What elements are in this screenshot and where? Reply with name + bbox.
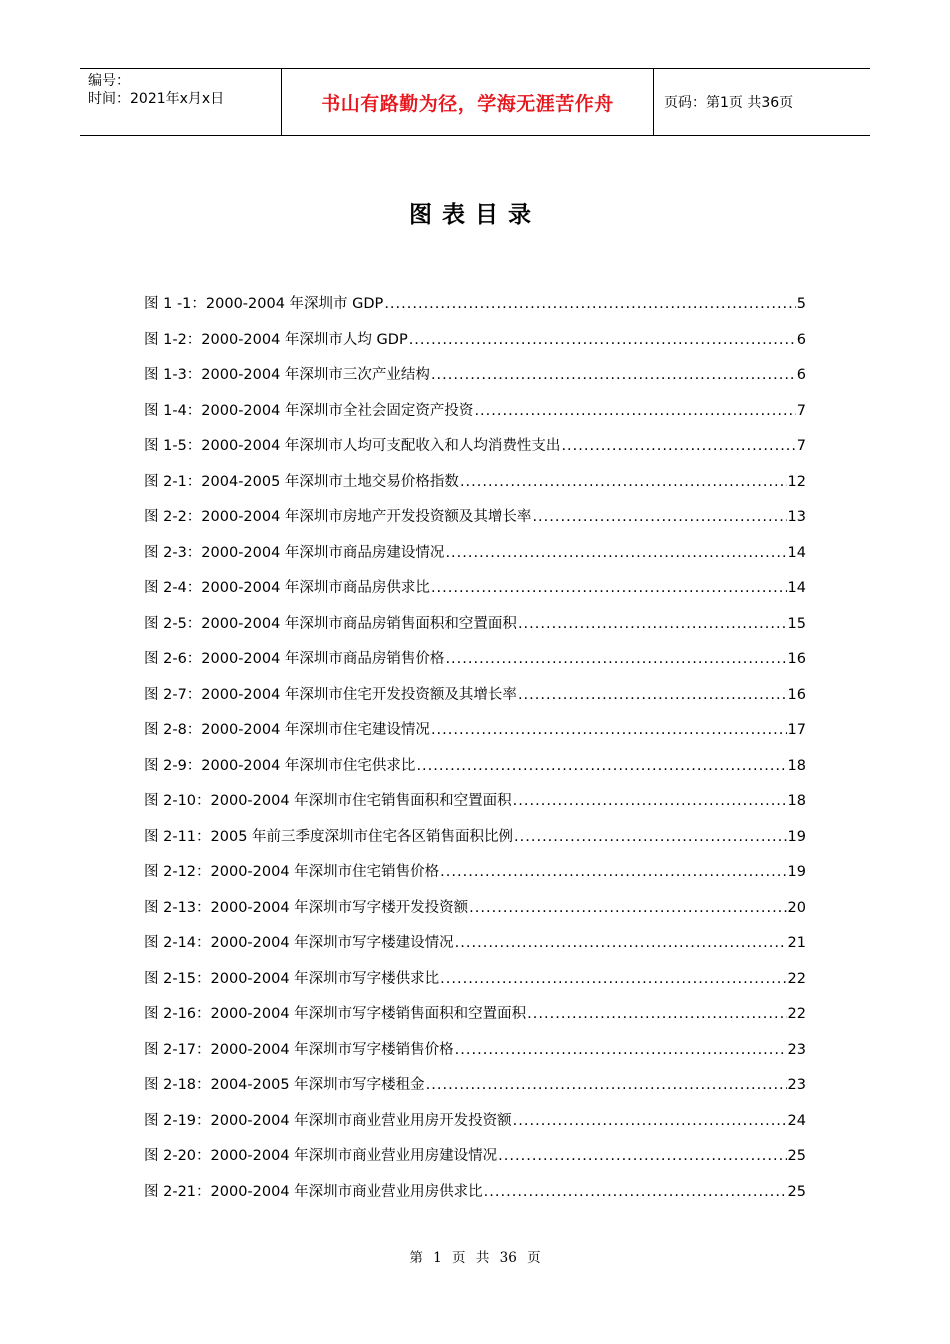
- toc-leader-dots: [498, 1143, 786, 1169]
- toc-leader-dots: [460, 469, 787, 495]
- toc-entry-page-number: 14: [787, 544, 806, 561]
- toc-leader-dots: [518, 611, 787, 637]
- toc-entry-label: 图 1-5：2000-2004 年深圳市人均可支配收入和人均消费性支出: [144, 438, 561, 454]
- toc-leader-dots: [513, 1108, 787, 1134]
- toc-entry[interactable]: [144, 327, 806, 363]
- toc-leader-dots: [445, 646, 786, 672]
- toc-leader-dots: [561, 433, 795, 459]
- toc-entry-label: 图 2-14：2000-2004 年深圳市写字楼建设情况: [144, 935, 454, 951]
- header-page-info: 页码：第1页 共36页: [664, 95, 794, 111]
- toc-entry-label: 图 2-8：2000-2004 年深圳市住宅建设情况: [144, 722, 430, 738]
- toc-entry-label: 图 2-19：2000-2004 年深圳市商业营业用房开发投资额: [144, 1112, 512, 1129]
- toc-leader-dots: [469, 895, 786, 921]
- toc-entry[interactable]: [144, 682, 806, 718]
- toc-entry[interactable]: [144, 859, 806, 895]
- toc-leader-dots: [474, 398, 795, 424]
- toc-entry-page-number: 15: [787, 615, 806, 632]
- toc-entry-page-number: 22: [787, 970, 806, 987]
- toc-entry-page-number: 12: [787, 473, 806, 490]
- toc-entry[interactable]: [144, 611, 806, 647]
- toc-leader-dots: [518, 682, 787, 708]
- toc-entry-label: 图 2-21：2000-2004 年深圳市商业营业用房供求比: [144, 1183, 483, 1200]
- toc-leader-dots: [409, 327, 796, 353]
- toc-entry[interactable]: [144, 433, 806, 469]
- toc-entry[interactable]: [144, 1037, 806, 1073]
- toc-leader-dots: [426, 1072, 787, 1098]
- toc-entry-label: 图 2-11：2005 年前三季度深圳市住宅各区销售面积比例: [144, 828, 514, 845]
- toc-entry-page-number: 5: [796, 296, 806, 312]
- header-motto: 书山有路勤为径，学海无涯苦作舟: [282, 69, 654, 135]
- toc-entry-page-number: 7: [796, 438, 806, 454]
- toc-entry[interactable]: [144, 753, 806, 789]
- toc-entry-label: 图 2-12：2000-2004 年深圳市住宅销售价格: [144, 864, 440, 880]
- toc-leader-dots: [527, 1001, 786, 1027]
- toc-leader-dots: [431, 717, 787, 743]
- page-header: [80, 68, 870, 136]
- toc-entry-label: 图 2-15：2000-2004 年深圳市写字楼供求比: [144, 970, 440, 987]
- toc-entry[interactable]: [144, 1143, 806, 1179]
- toc-entry-label: 图 2-2：2000-2004 年深圳市房地产开发投资额及其增长率: [144, 509, 532, 525]
- toc-entry[interactable]: [144, 469, 806, 505]
- toc-entry-label: 图 2-18：2004-2005 年深圳市写字楼租金: [144, 1077, 425, 1093]
- toc-entry-label: 图 2-7：2000-2004 年深圳市住宅开发投资额及其增长率: [144, 686, 517, 703]
- toc-entry-page-number: 24: [787, 1112, 806, 1129]
- toc-entry-label: 图 1 -1：2000-2004 年深圳市 GDP: [144, 296, 384, 312]
- toc-leader-dots: [431, 362, 796, 388]
- toc-entry[interactable]: [144, 362, 806, 398]
- toc-leader-dots: [416, 753, 786, 779]
- toc-entry-page-number: 19: [787, 864, 806, 880]
- toc-entry-label: 图 1-4：2000-2004 年深圳市全社会固定资产投资: [144, 402, 474, 419]
- toc-entry[interactable]: [144, 540, 806, 576]
- toc-entry-label: 图 1-3：2000-2004 年深圳市三次产业结构: [144, 367, 430, 383]
- toc-entry-page-number: 14: [787, 580, 806, 596]
- toc-entry-page-number: 7: [796, 402, 806, 419]
- toc-entry-page-number: 13: [787, 509, 806, 525]
- toc-entry[interactable]: [144, 504, 806, 540]
- toc-entry-page-number: 6: [796, 331, 806, 348]
- toc-leader-dots: [445, 540, 786, 566]
- toc-entry[interactable]: [144, 1108, 806, 1144]
- toc-entry-page-number: 25: [787, 1148, 806, 1164]
- document-number-label: 编号：: [88, 73, 130, 89]
- toc-entry-page-number: 17: [787, 722, 806, 738]
- toc-entry-label: 图 2-10：2000-2004 年深圳市住宅销售面积和空置面积: [144, 793, 512, 809]
- toc-entry-page-number: 20: [787, 899, 806, 916]
- toc-entry-page-number: 16: [787, 651, 806, 667]
- toc-entry-label: 图 2-5：2000-2004 年深圳市商品房销售面积和空置面积: [144, 615, 517, 632]
- toc-entry[interactable]: [144, 788, 806, 824]
- toc-leader-dots: [514, 824, 787, 850]
- toc-entry[interactable]: [144, 966, 806, 1002]
- toc-leader-dots: [384, 291, 795, 317]
- toc-entry[interactable]: [144, 398, 806, 434]
- page-title: 图表目录: [409, 202, 541, 228]
- toc-leader-dots: [455, 930, 787, 956]
- toc-entry-label: 图 2-3：2000-2004 年深圳市商品房建设情况: [144, 544, 445, 561]
- toc-entry-page-number: 22: [787, 1006, 806, 1022]
- toc-entry-page-number: 18: [787, 757, 806, 774]
- toc-entry[interactable]: [144, 575, 806, 611]
- toc-entry-label: 图 2-1：2004-2005 年深圳市土地交易价格指数: [144, 473, 459, 490]
- toc-leader-dots: [532, 504, 786, 530]
- toc-leader-dots: [455, 1037, 787, 1063]
- toc-entry[interactable]: [144, 717, 806, 753]
- toc-entry-label: 图 2-13：2000-2004 年深圳市写字楼开发投资额: [144, 899, 469, 916]
- toc-entry[interactable]: [144, 291, 806, 327]
- toc-entry-page-number: 19: [787, 828, 806, 845]
- toc-entry-page-number: 23: [787, 1041, 806, 1058]
- toc-leader-dots: [431, 575, 787, 601]
- toc-entry-page-number: 6: [796, 367, 806, 383]
- toc-leader-dots: [484, 1179, 787, 1205]
- toc-entry[interactable]: [144, 824, 806, 860]
- table-of-figures: [144, 291, 806, 1214]
- toc-entry-page-number: 16: [787, 686, 806, 703]
- header-meta: [80, 69, 282, 135]
- toc-leader-dots: [513, 788, 787, 814]
- toc-entry-page-number: 25: [787, 1183, 806, 1200]
- toc-entry-label: 图 2-9：2000-2004 年深圳市住宅供求比: [144, 757, 416, 774]
- page-footer: 第 1 页 共 36 页: [409, 1250, 541, 1266]
- document-time-label: 时间：2021年x月x日: [88, 91, 225, 107]
- toc-entry-page-number: 21: [787, 935, 806, 951]
- toc-entry-label: 图 2-17：2000-2004 年深圳市写字楼销售价格: [144, 1041, 454, 1058]
- toc-entry[interactable]: [144, 646, 806, 682]
- toc-leader-dots: [440, 966, 786, 992]
- toc-entry[interactable]: [144, 1072, 806, 1108]
- toc-entry-page-number: 23: [787, 1077, 806, 1093]
- toc-entry[interactable]: [144, 930, 806, 966]
- toc-entry-label: 图 2-4：2000-2004 年深圳市商品房供求比: [144, 580, 430, 596]
- toc-entry[interactable]: [144, 1179, 806, 1215]
- toc-entry-label: 图 2-6：2000-2004 年深圳市商品房销售价格: [144, 651, 445, 667]
- toc-entry[interactable]: [144, 895, 806, 931]
- toc-entry-label: 图 2-16：2000-2004 年深圳市写字楼销售面积和空置面积: [144, 1006, 527, 1022]
- toc-entry-page-number: 18: [787, 793, 806, 809]
- toc-entry-label: 图 2-20：2000-2004 年深圳市商业营业用房建设情况: [144, 1148, 498, 1164]
- toc-entry[interactable]: [144, 1001, 806, 1037]
- toc-entry-label: 图 1-2：2000-2004 年深圳市人均 GDP: [144, 331, 408, 348]
- toc-leader-dots: [440, 859, 786, 885]
